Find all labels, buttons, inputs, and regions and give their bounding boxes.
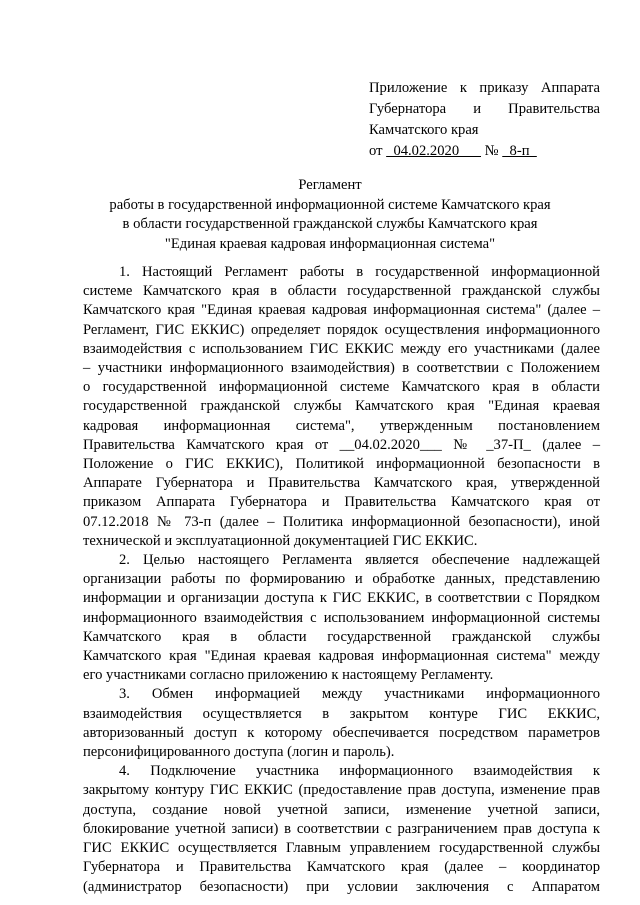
paragraph-line: 1. Настоящий Регламент работы в государственной информационной <box>119 264 600 280</box>
paragraph-line: доступа, создание новой учетной записи, изменение учетной записи, <box>83 801 600 818</box>
paragraph-line: персонифицированного доступа (логин и пароль). <box>83 744 395 761</box>
date-prefix: от <box>369 143 383 159</box>
paragraph-line: 2. Целью настоящего Регламента является обеспечение надлежащей <box>119 552 600 569</box>
document-title <box>60 176 600 254</box>
title-line-1: Регламент <box>298 177 362 193</box>
paragraph-line: Правительства Камчатского края от __04.02.2020___ № _37-П_ (далее – <box>83 436 600 453</box>
paragraph-line: 07.12.2018 № 73-п (далее – Политика информационной безопасности), иной <box>83 513 600 530</box>
paragraph-line: авторизованный доступ к которому обеспечивается посредством параметров <box>83 724 600 741</box>
paragraph-line: закрытому контуру ГИС ЕККИС (предоставление прав доступа, изменение прав <box>83 782 600 799</box>
paragraph-line: технической и эксплуатационной документацией ГИС ЕККИС. <box>83 532 478 549</box>
paragraph-line: ГИС ЕККИС осуществляется Главным управлением государственной службы <box>83 840 600 857</box>
paragraph-4 <box>83 762 600 896</box>
appendix-line-3: Камчатского края <box>369 122 479 138</box>
paragraph-line: информации и организации доступа к ГИС ЕККИС, в соответствии с Порядком <box>83 590 600 607</box>
paragraph-line: взаимодействия с использованием ГИС ЕККИС между его участниками (далее <box>83 340 600 357</box>
paragraph-2 <box>83 551 600 685</box>
paragraph-line: взаимодействия осуществляется в закрытом контуре ГИС ЕККИС, <box>83 705 600 722</box>
paragraph-1 <box>83 263 600 551</box>
paragraph-line: государственной гражданской службы Камчатского края "Единая краевая <box>83 398 600 415</box>
paragraph-line: 3. Обмен информацией между участниками информационного <box>119 686 600 703</box>
document-body <box>83 263 600 897</box>
order-number: 8-п <box>502 143 537 159</box>
paragraph-3 <box>83 685 600 762</box>
paragraph-line: информационного взаимодействия с использованием информационной системы <box>83 609 600 626</box>
paragraph-line: Регламент, ГИС ЕККИС) определяет порядок осуществления информационного <box>83 321 600 338</box>
paragraph-line: системе Камчатского края в области государственной гражданской службы <box>83 283 600 300</box>
paragraph-line: кадровая информационная система", утвержденным постановлением <box>83 417 600 434</box>
paragraph-line: организации работы по формированию и обработке данных, представлению <box>83 571 600 588</box>
paragraph-line: приказом Аппарата Губернатора и Правительства Камчатского края от <box>83 494 600 511</box>
order-date: 04.02.2020 <box>386 143 481 159</box>
paragraph-line: блокирование учетной записи) в соответствии с разграничением прав доступа к <box>83 820 600 837</box>
paragraph-line: Губернатора и Правительства Камчатского края (далее – координатор <box>83 859 600 876</box>
title-line-4: "Единая краевая кадровая информационная система" <box>164 235 496 252</box>
appendix-line-2: Губернатора и Правительства <box>369 101 600 117</box>
appendix-date-line <box>369 141 600 162</box>
paragraph-line: Камчатского края "Единая краевая кадровая информационная система" между <box>83 648 600 665</box>
paragraph-line: – участники информационного взаимодействия) в соответствии с Положением <box>83 360 600 377</box>
paragraph-line: Аппарате Губернатора и Правительства Камчатского края, утвержденной <box>83 475 600 492</box>
paragraph-line: о государственной информационной системе Камчатского края в области <box>83 379 600 396</box>
paragraph-line: Камчатского края в области государственной гражданской службы <box>83 628 600 645</box>
paragraph-line: Камчатского края "Единая краевая кадровая информационная система" (далее – <box>83 302 600 319</box>
title-line-3: в области государственной гражданской службы Камчатского края <box>122 216 538 232</box>
appendix-line-1: Приложение к приказу Аппарата <box>369 80 600 96</box>
appendix-header <box>369 78 600 162</box>
paragraph-line: 4. Подключение участника информационного взаимодействия к <box>119 763 600 780</box>
paragraph-line: (администратор безопасности) при условии заключения с Аппаратом <box>83 878 600 895</box>
paragraph-line: Положение о ГИС ЕККИС), Политикой информационной безопасности в <box>83 456 600 473</box>
paragraph-line: его участниками согласно приложению к настоящему Регламенту. <box>83 667 494 684</box>
title-line-2: работы в государственной информационной системе Камчатского края <box>109 196 551 213</box>
number-sign: № <box>484 143 499 159</box>
